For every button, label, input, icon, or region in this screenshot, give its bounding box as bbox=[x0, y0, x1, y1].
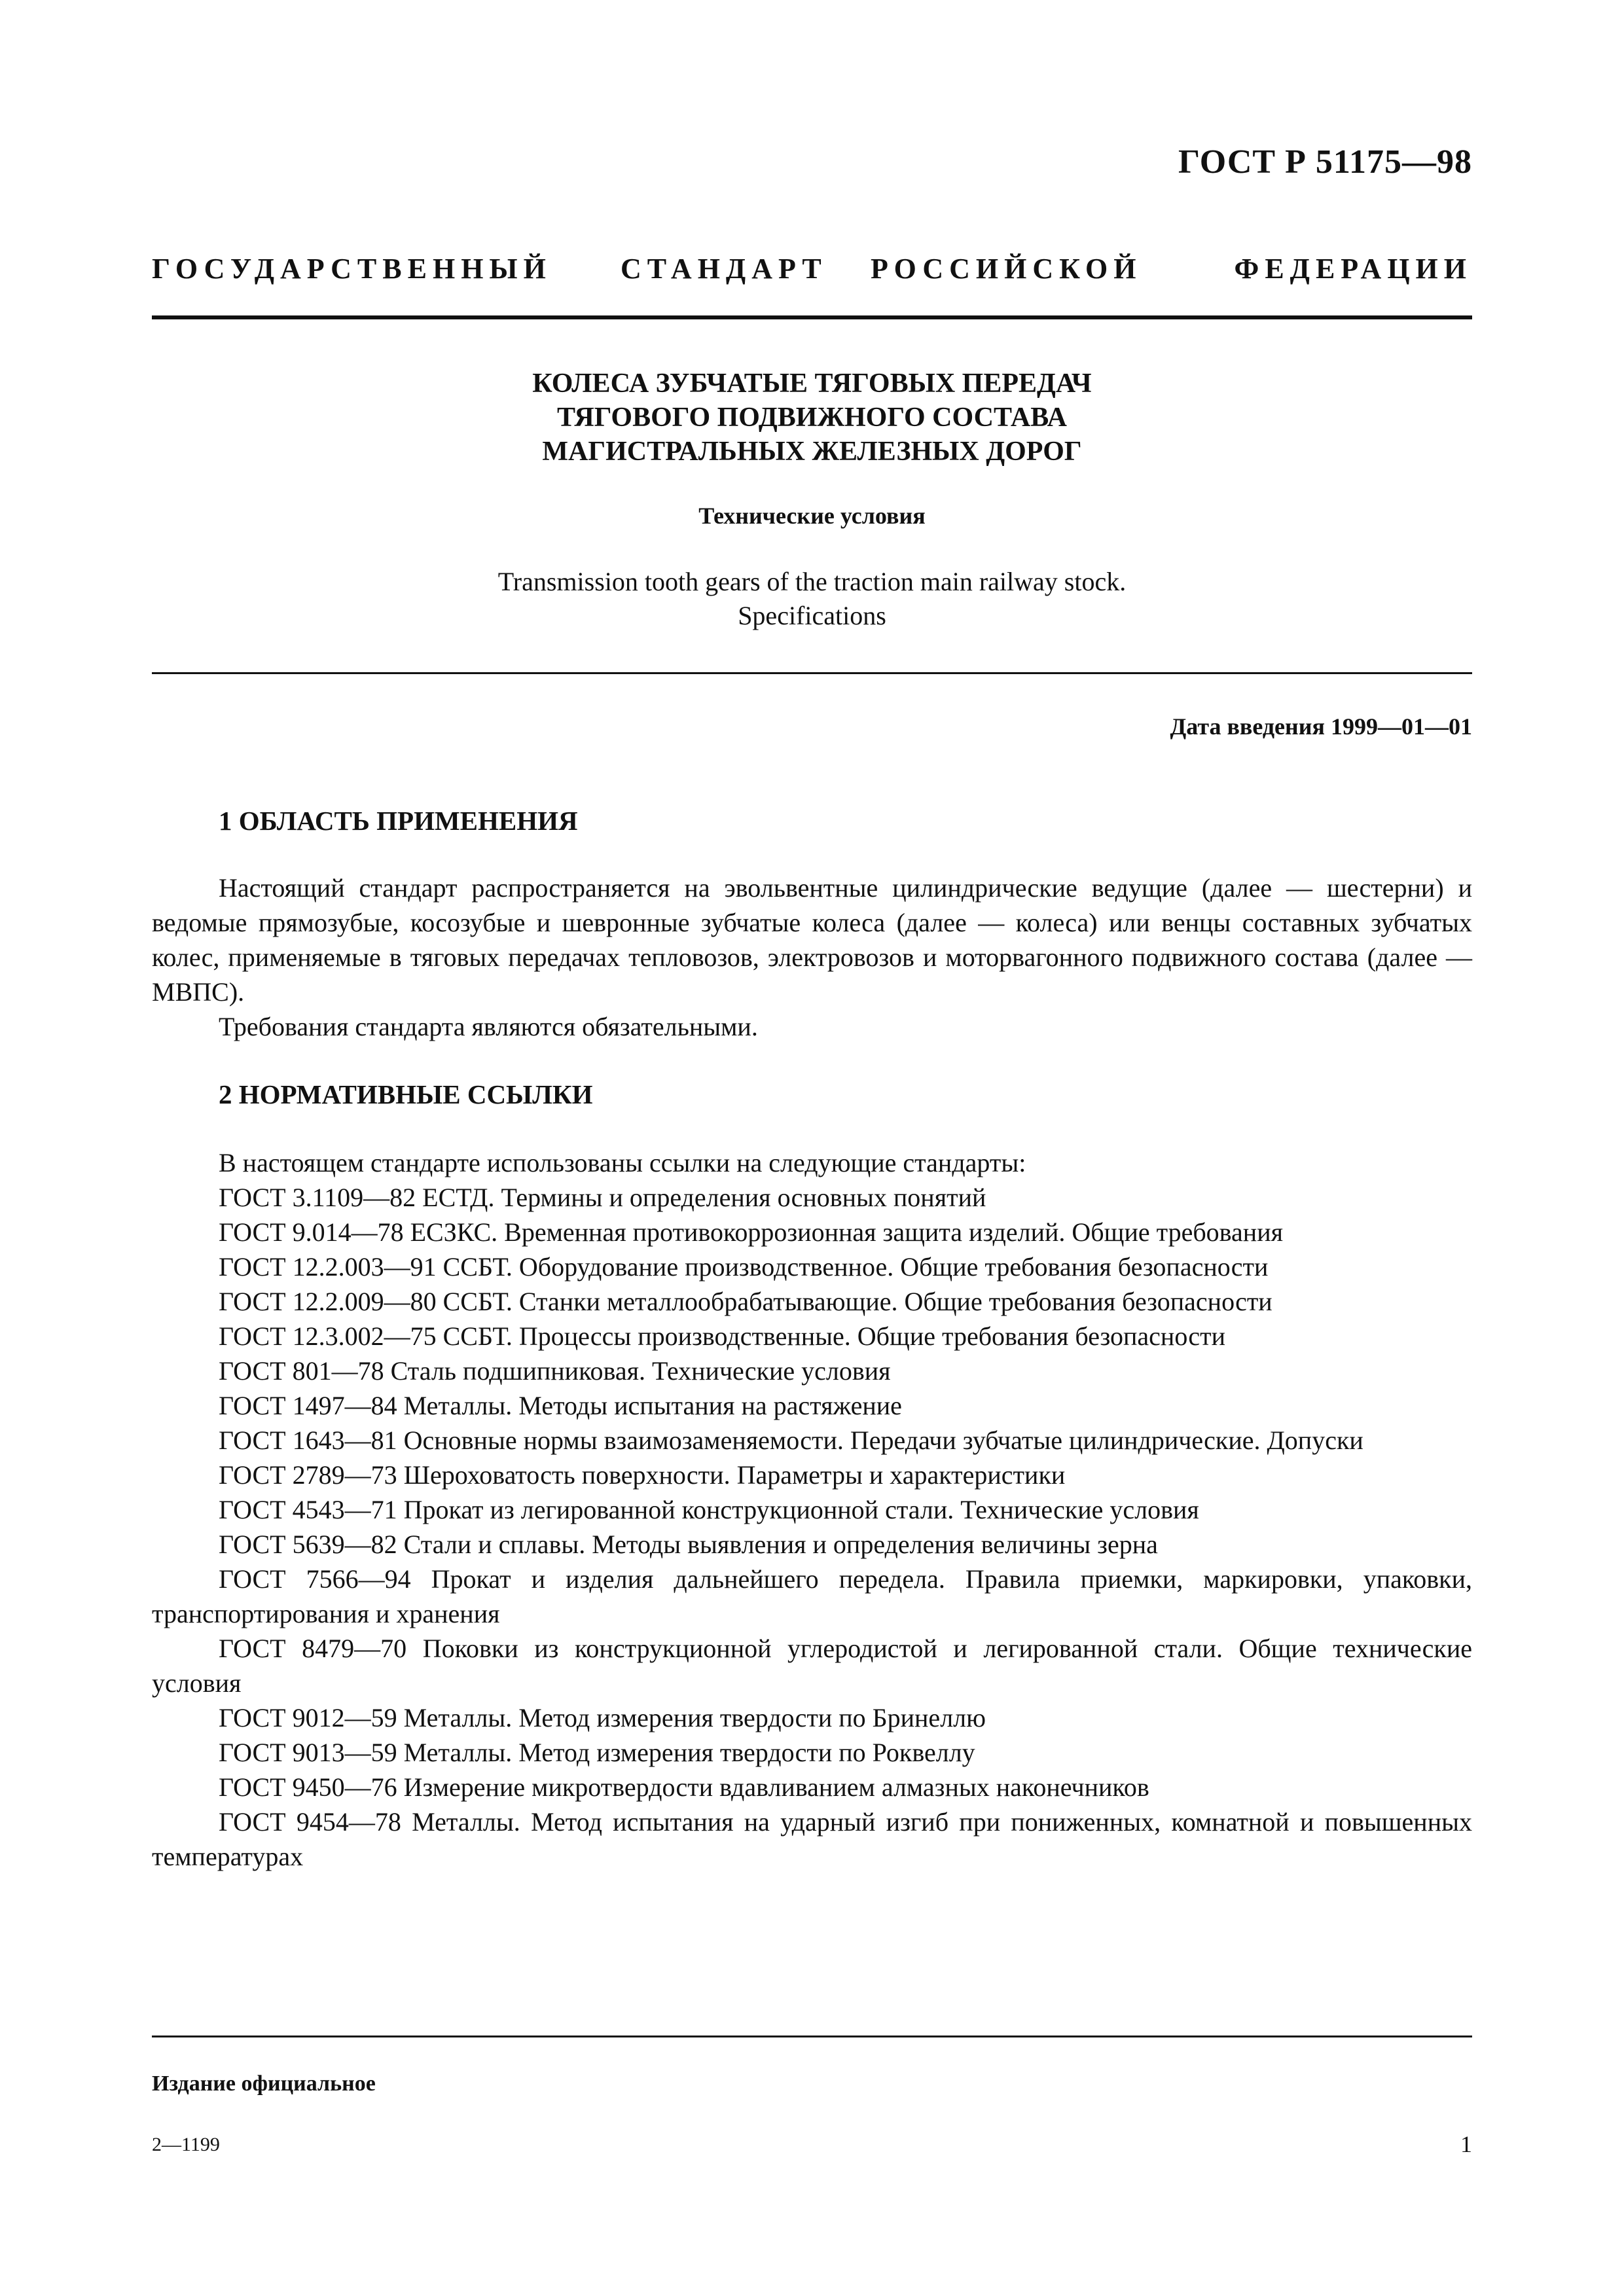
reference-item: ГОСТ 9454—78 Металлы. Метод испытания на ударный изгиб при пониженных, комнатной и повышенных температурах bbox=[152, 1807, 1472, 1871]
reference-item: ГОСТ 8479—70 Поковки из конструкционной углеродистой и легированной стали. Общие технические условия bbox=[152, 1634, 1472, 1698]
reference-item: ГОСТ 2789—73 Шероховатость поверхности. Параметры и характеристики bbox=[219, 1460, 1066, 1490]
reference-item: ГОСТ 12.2.009—80 ССБТ. Станки металлообрабатывающие. Общие требования безопасности bbox=[219, 1287, 1272, 1316]
document-subtitle-ru: Технические условия bbox=[698, 503, 926, 529]
document-code: ГОСТ Р 51175—98 bbox=[1178, 143, 1472, 181]
title-rule bbox=[152, 672, 1472, 674]
reference-item: ГОСТ 9012—59 Металлы. Метод измерения твердости по Бринеллю bbox=[219, 1703, 986, 1732]
reference-item: ГОСТ 9.014—78 ЕСЗКС. Временная противокоррозионная защита изделий. Общие требования bbox=[219, 1217, 1283, 1247]
reference-item: ГОСТ 5639—82 Стали и сплавы. Методы выявления и определения величины зерна bbox=[219, 1530, 1158, 1559]
section-2-heading: 2 НОРМАТИВНЫЕ ССЫЛКИ bbox=[219, 1079, 593, 1109]
section-1-body bbox=[152, 870, 1472, 1044]
introduction-date: Дата введения 1999—01—01 bbox=[1170, 713, 1472, 740]
state-word-3: РОССИЙСКОЙ bbox=[871, 253, 1142, 285]
reference-item: ГОСТ 9013—59 Металлы. Метод измерения твердости по Роквеллу bbox=[219, 1738, 975, 1767]
normative-references-list bbox=[152, 1145, 1472, 1874]
footer-rule bbox=[152, 2036, 1472, 2037]
document-title-en bbox=[152, 565, 1472, 633]
reference-item: ГОСТ 1497—84 Металлы. Методы испытания на растяжение bbox=[219, 1391, 902, 1420]
reference-item: ГОСТ 801—78 Сталь подшипниковая. Технические условия bbox=[219, 1356, 891, 1386]
title-ru-line-1: КОЛЕСА ЗУБЧАТЫЕ ТЯГОВЫХ ПЕРЕДАЧ bbox=[532, 368, 1092, 399]
section-1-heading: 1 ОБЛАСТЬ ПРИМЕНЕНИЯ bbox=[219, 806, 578, 836]
header-rule bbox=[152, 315, 1472, 319]
reference-item: ГОСТ 4543—71 Прокат из легированной конструкционной стали. Технические условия bbox=[219, 1495, 1199, 1524]
references-intro: В настоящем стандарте использованы ссылки на следующие стандарты: bbox=[219, 1148, 1026, 1177]
section-1-paragraph-1: Настоящий стандарт распространяется на эвольвентные цилиндрические ведущие (далее — шестерни) и ведомые прямозубые, косозубые и шевронные зубчатые колеса (далее — колеса) или венцы составных зубчатых колес, применяемые в тяговых передачах тепловозов, электровозов и моторвагонного подвижного состава (далее — МВПС). bbox=[152, 873, 1472, 1007]
state-word-2: СТАНДАРТ bbox=[621, 253, 827, 285]
reference-item: ГОСТ 1643—81 Основные нормы взаимозаменяемости. Передачи зубчатые цилиндрические. Допуски bbox=[219, 1426, 1363, 1455]
page-number: 1 bbox=[1460, 2131, 1472, 2157]
document-title-ru bbox=[152, 367, 1472, 469]
reference-item: ГОСТ 3.1109—82 ЕСТД. Термины и определения основных понятий bbox=[219, 1183, 986, 1212]
title-ru-line-2: ТЯГОВОГО ПОДВИЖНОГО СОСТАВА bbox=[557, 403, 1067, 433]
reference-item: ГОСТ 12.2.003—91 ССБТ. Оборудование производственное. Общие требования безопасности bbox=[219, 1252, 1269, 1282]
reference-item: ГОСТ 9450—76 Измерение микротвердости вдавливанием алмазных наконечников bbox=[219, 1772, 1149, 1802]
reference-item: ГОСТ 12.3.002—75 ССБТ. Процессы производственные. Общие требования безопасности bbox=[219, 1321, 1225, 1351]
state-word-1: ГОСУДАРСТВЕННЫЙ bbox=[152, 253, 552, 285]
title-en-line-1: Transmission tooth gears of the traction main railway stock. bbox=[497, 567, 1127, 596]
reference-item: ГОСТ 7566—94 Прокат и изделия дальнейшего передела. Правила приемки, маркировки, упаковки, транспортирования и хранения bbox=[152, 1564, 1472, 1628]
state-word-4: ФЕДЕРАЦИИ bbox=[1234, 253, 1472, 285]
title-en-line-2: Specifications bbox=[738, 601, 886, 630]
edition-label: Издание официальное bbox=[152, 2072, 376, 2096]
section-1-paragraph-2: Требования стандарта являются обязательными. bbox=[219, 1012, 758, 1041]
title-ru-line-3: МАГИСТРАЛЬНЫХ ЖЕЛЕЗНЫХ ДОРОГ bbox=[542, 437, 1082, 467]
print-code: 2—1199 bbox=[152, 2134, 220, 2155]
